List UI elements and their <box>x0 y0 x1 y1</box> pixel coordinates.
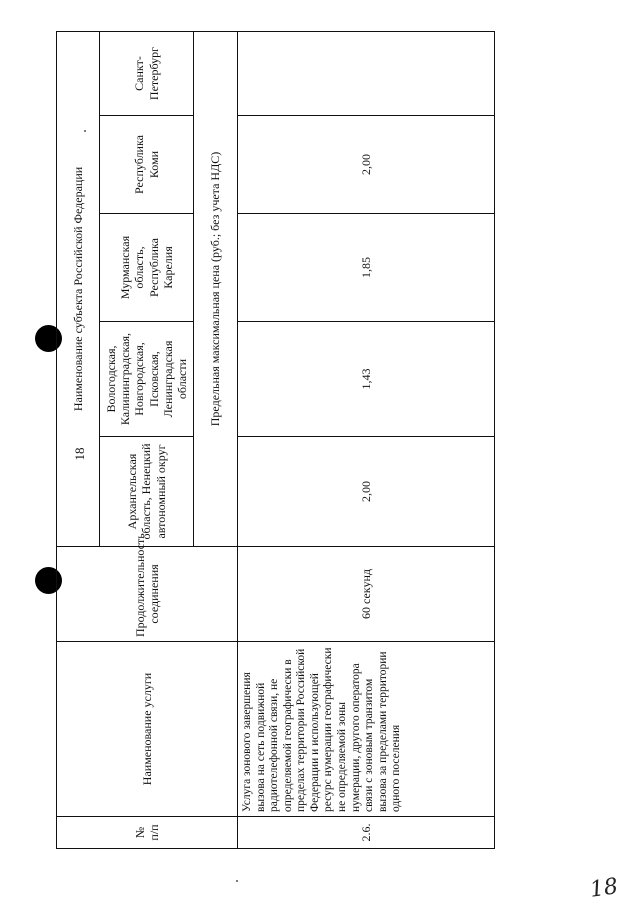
row-price: 1,85 <box>238 214 495 322</box>
tariff-table-frame <box>56 32 495 849</box>
header-region: Вологодская, Калининградская, Новгородская, Псковская, Ленинградская области <box>100 322 194 437</box>
header-region: Мурманская область, Республика Карелия <box>100 214 194 322</box>
table-row <box>238 31 495 848</box>
row-price: 2,00 <box>238 437 495 547</box>
header-price: Предельная максимальная цена (руб.; без учета НДС) <box>194 31 238 546</box>
header-region: Санкт-Петербург <box>100 31 194 115</box>
tariff-table <box>56 31 495 849</box>
row-price: 2,00 <box>238 116 495 214</box>
header-num: № п/п <box>57 817 238 849</box>
header-duration: Продолжительность соединения <box>57 547 238 642</box>
row-price: 1,43 <box>238 322 495 437</box>
scan-speck <box>236 880 238 882</box>
page-number: 18 <box>72 447 87 461</box>
header-region: Республика Коми <box>100 116 194 214</box>
handwritten-page-mark: 18 <box>588 874 620 903</box>
header-region: Архангельская область, Ненецкий автономный округ <box>100 437 194 547</box>
row-service: Услуга зонового завершения вызова на сеть подвижной радиотелефонной связи, не определяемой географически в пределах территории Российской Федерации и использующей ресурс нумерации географически не определяемой зоны нумерации, другого оператора связи с зоновым транзитом вызова за пределами территории одного поселения <box>238 642 495 817</box>
row-duration: 60 секунд <box>238 547 495 642</box>
header-service-name: Наименование услуги <box>57 642 238 817</box>
header-subject-group: Наименование субъекта Российской Федерации <box>57 31 100 546</box>
row-num: 2.6. <box>238 817 495 849</box>
row-price <box>238 31 495 115</box>
